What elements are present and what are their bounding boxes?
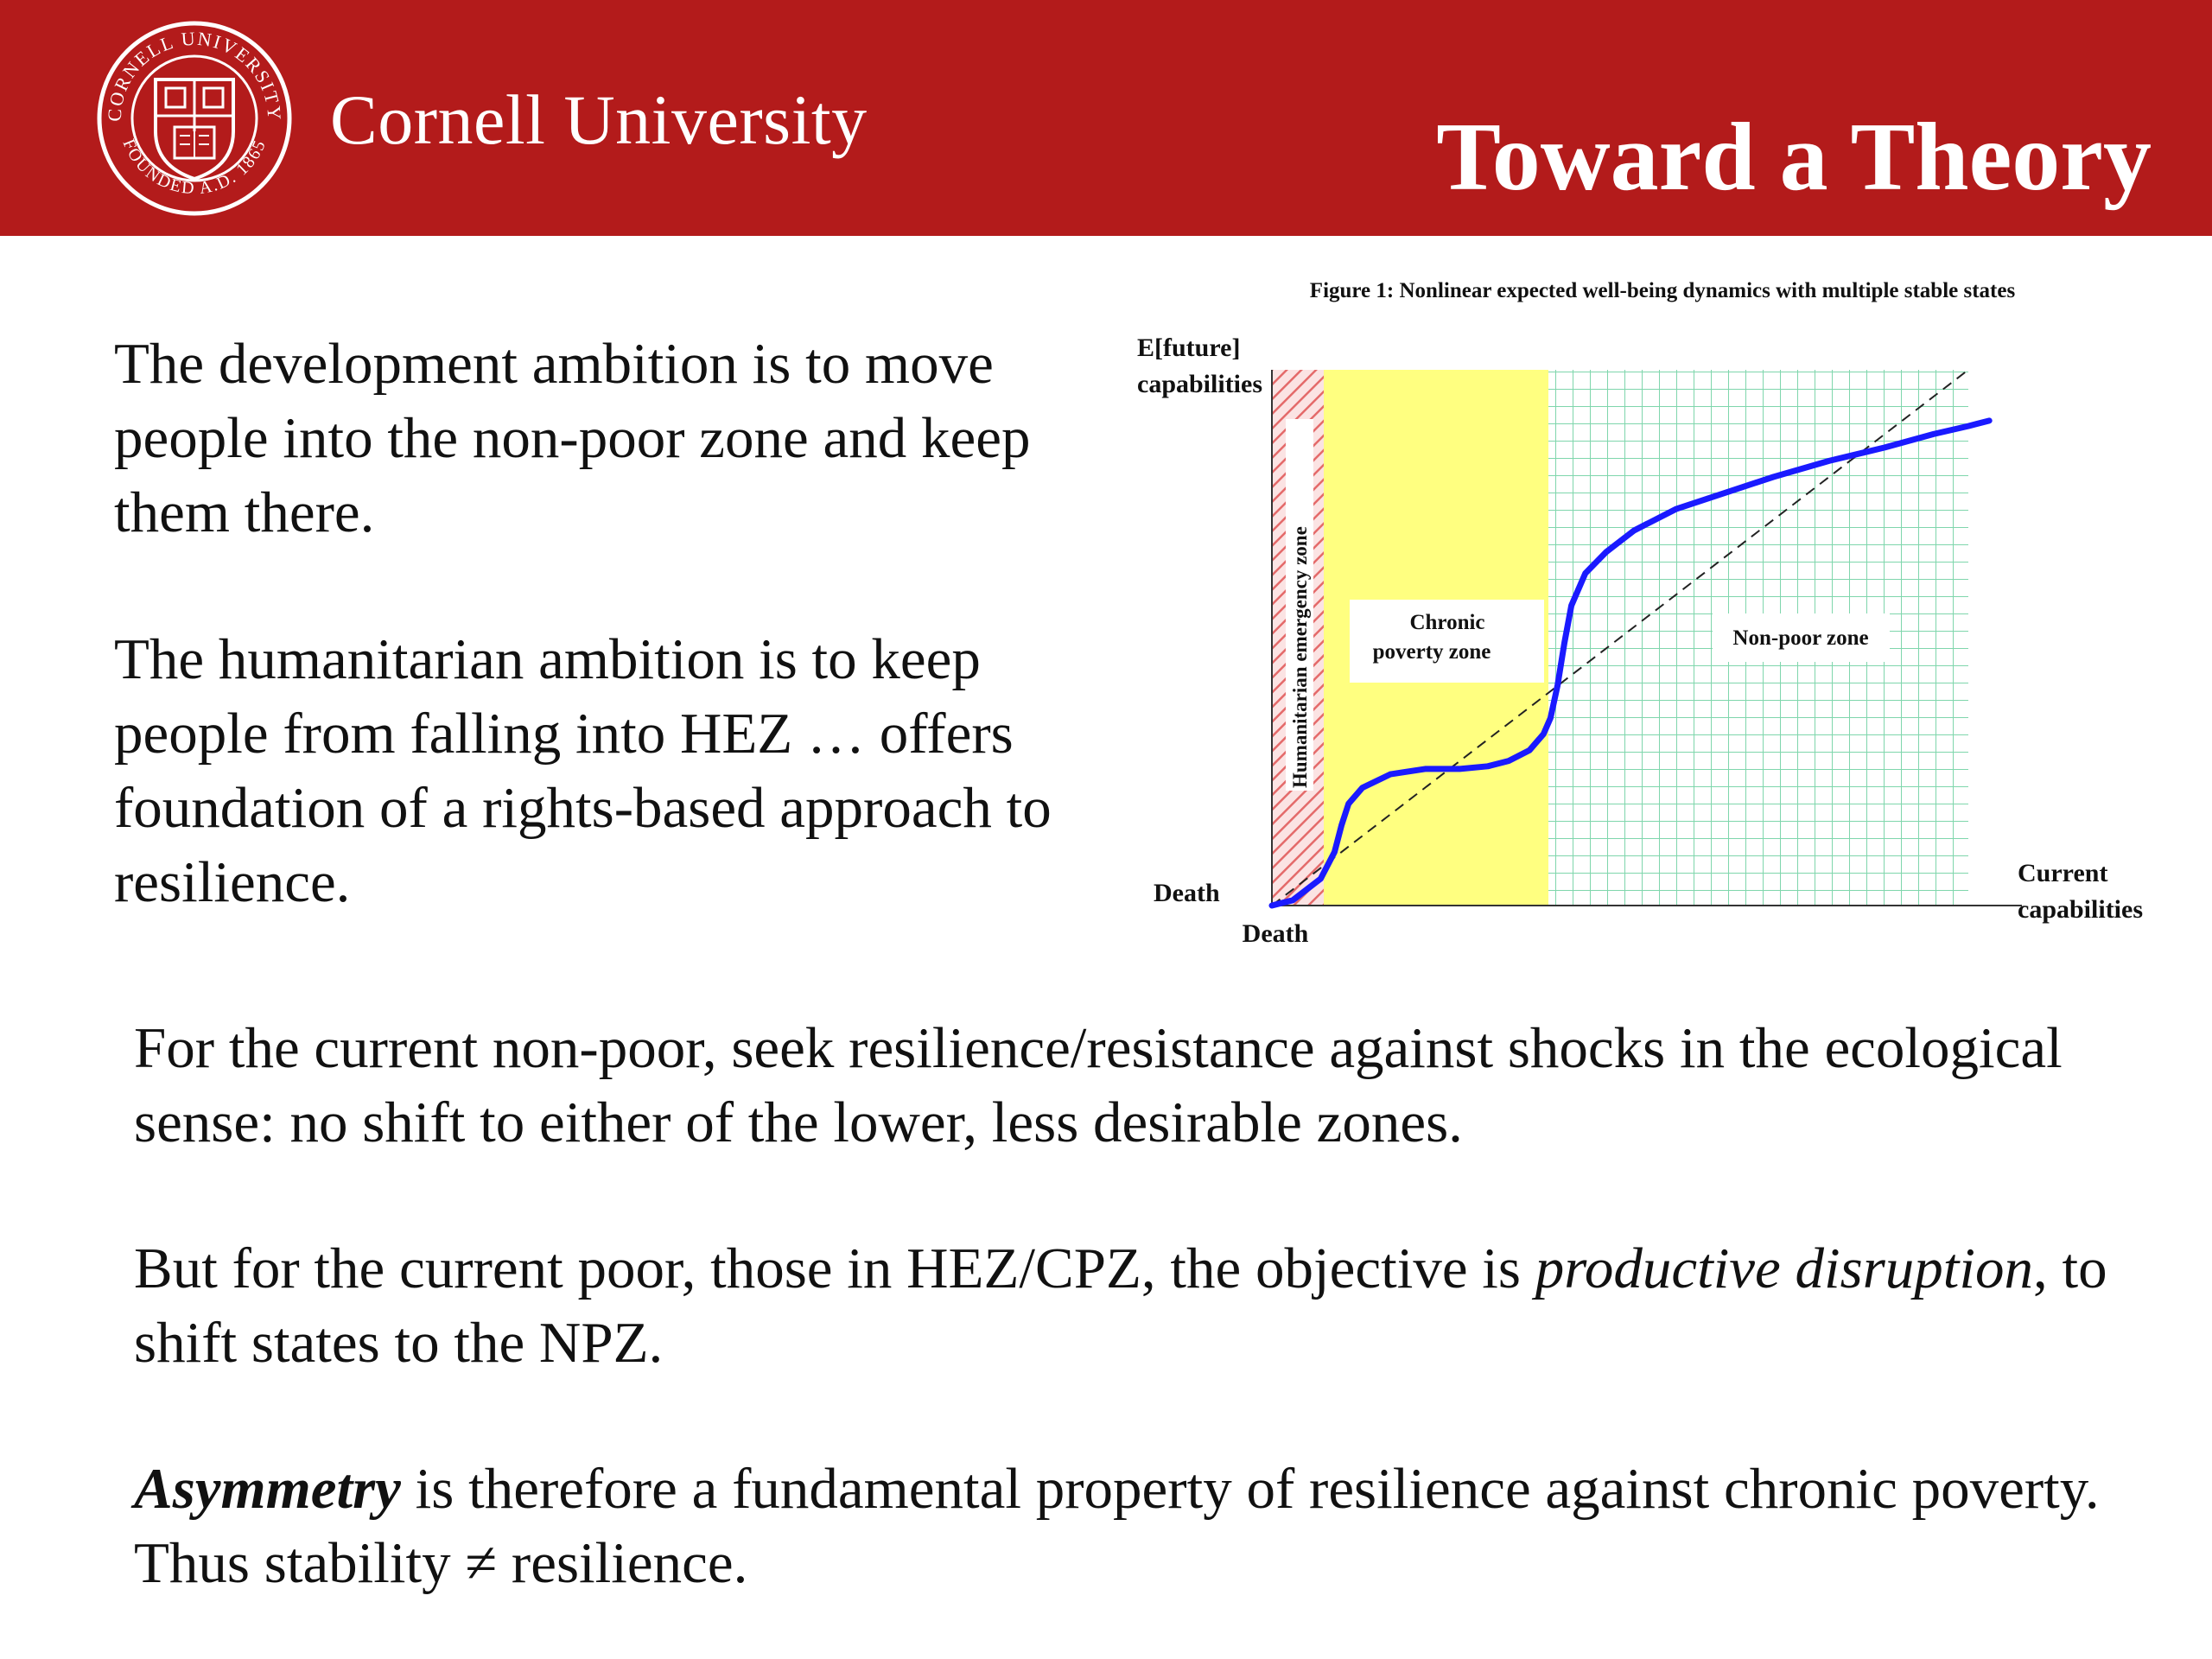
slide-title: Toward a Theory	[1436, 104, 2152, 211]
figure-1-chart	[1123, 268, 2195, 959]
p5-rest: is therefore a fundamental property of resilience against chronic poverty. Thus stability ≠ resilience.	[134, 1457, 2100, 1595]
hez-label: Humanitarian emergency zone	[1289, 526, 1311, 788]
seal-top-text: CORNELL UNIVERSITY	[103, 27, 286, 123]
p4-italic-phrase: productive disruption	[1535, 1236, 2034, 1300]
productive-disruption-text	[134, 1231, 2190, 1380]
chart-title: Figure 1: Nonlinear expected well-being dynamics with multiple stable states	[1309, 279, 2016, 302]
cornell-seal-logo	[95, 19, 294, 218]
asymmetry-term: Asymmetry	[134, 1457, 401, 1521]
origin-y-label: Death	[1154, 879, 1220, 907]
header-bar	[0, 0, 2212, 236]
x-axis-label-line1: Current	[2018, 859, 2108, 887]
non-poor-resilience-text: For the current non-poor, seek resilience/resistance against shocks in the ecological sense: no shift to either of the lower, less desirable zones.	[134, 1016, 2063, 1154]
cpz-label-line2: poverty zone	[1372, 640, 1491, 664]
p4-after: , to shift states to the NPZ.	[134, 1236, 2107, 1375]
y-axis-label-line2: capabilities	[1137, 370, 1263, 398]
humanitarian-ambition-text: The humanitarian ambition is to keep people from falling into HEZ … offers foundation of a rights-based approach to resilience.	[114, 627, 1052, 914]
cpz-label-line1: Chronic	[1409, 611, 1485, 634]
development-ambition-text: The development ambition is to move people into the non-poor zone and keep them there.	[114, 332, 1031, 544]
x-axis-label-line2: capabilities	[2018, 895, 2144, 924]
university-name: Cornell University	[330, 80, 868, 159]
p4-before: But for the current poor, those in HEZ/CPZ, the objective is	[134, 1236, 1535, 1300]
asymmetry-text	[134, 1452, 2190, 1600]
seal-bottom-text: FOUNDED A.D. 1865	[118, 136, 270, 199]
npz-label: Non-poor zone	[1732, 626, 1869, 650]
y-axis-label-line1: E[future]	[1137, 334, 1241, 362]
origin-x-label: Death	[1242, 919, 1309, 948]
